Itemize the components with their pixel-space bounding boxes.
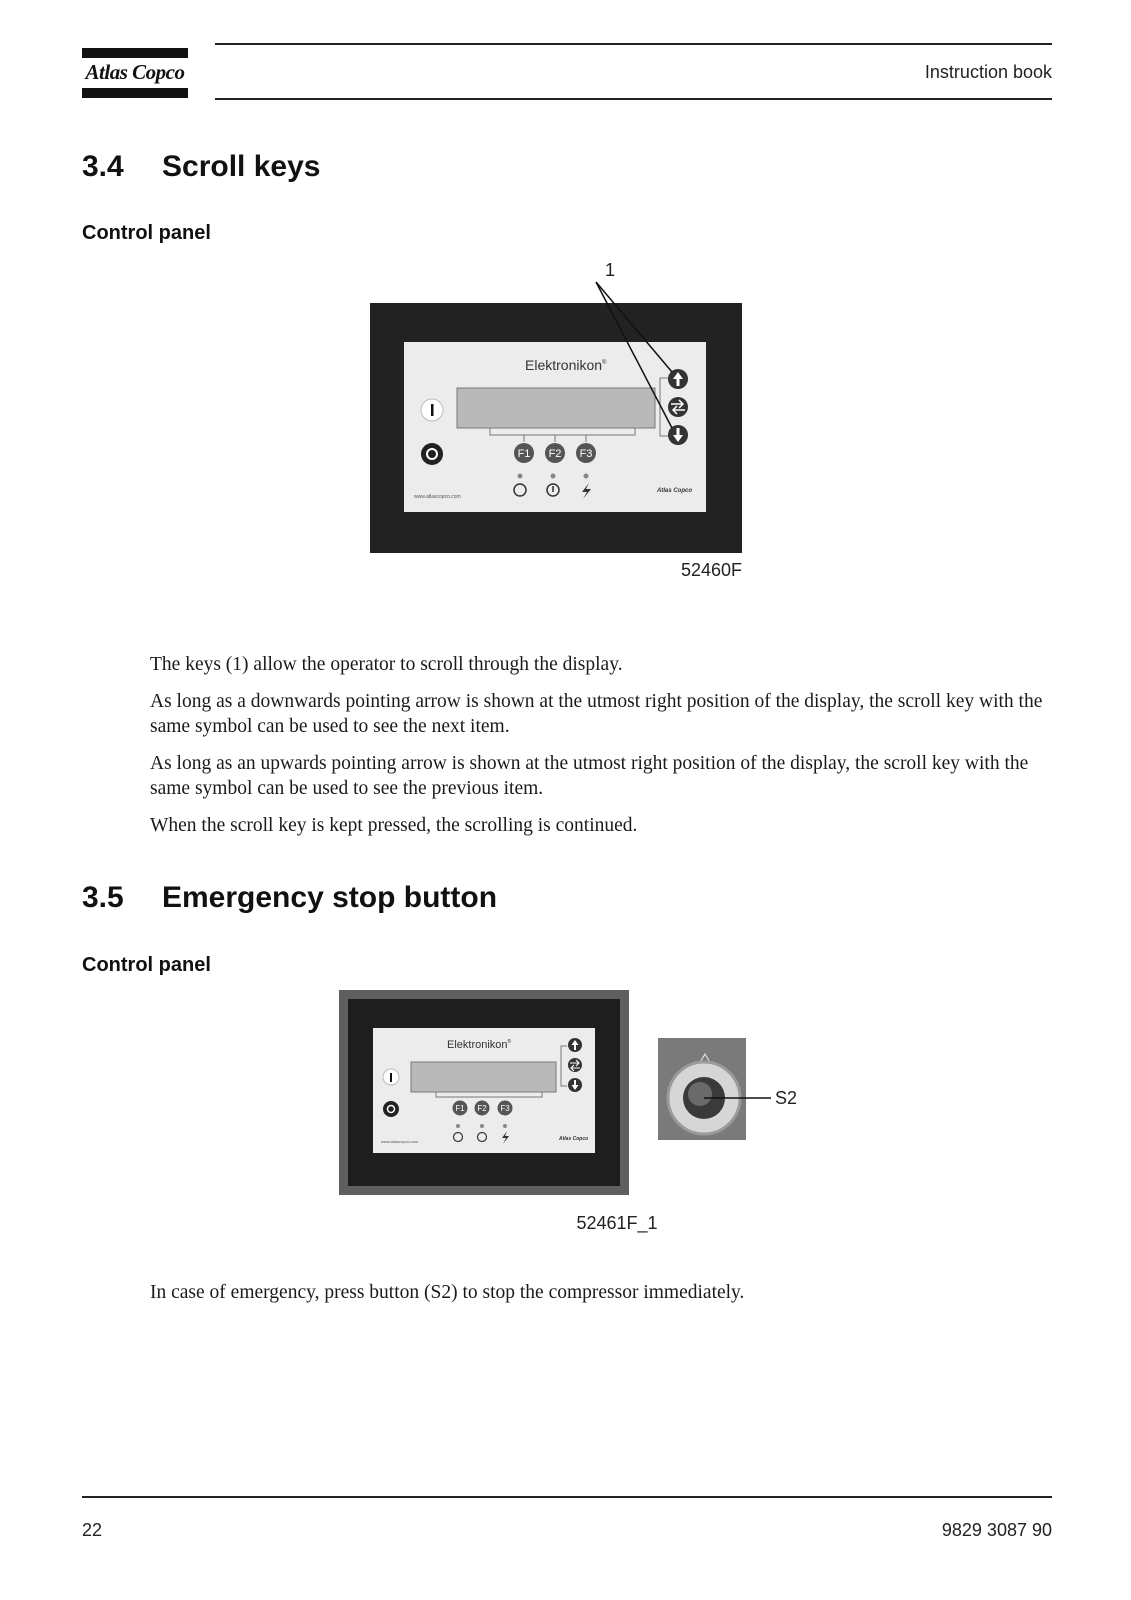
figure-caption: 52460F	[680, 560, 742, 580]
f3-key-label: F3	[500, 1104, 510, 1113]
logo-top-bar	[82, 48, 188, 58]
paragraph-2: As long as a downwards pointing arrow is shown at the utmost right position of the display, the scroll key with the same symbol can be used to see the next item.	[150, 691, 1043, 737]
header-top-rule	[215, 43, 1052, 45]
section-number: 3.5	[82, 881, 124, 914]
paragraph-3: As long as an upwards pointing arrow is shown at the utmost right position of the display, the scroll key with the same symbol can be used to see the previous item.	[150, 753, 1029, 799]
document-number: 9829 3087 90	[941, 1520, 1052, 1540]
s2-callout-label: S2	[775, 1088, 798, 1108]
paragraph-4: When the scroll key is kept pressed, the scrolling is continued.	[150, 815, 638, 836]
section-title: Emergency stop button	[162, 881, 498, 914]
emergency-stop-figure	[339, 990, 809, 1240]
section-3-4-heading	[82, 150, 320, 184]
f2-key-label: F2	[477, 1104, 487, 1113]
panel-brand-text: Elektronikon®	[447, 1039, 512, 1051]
panel-website: www.atlascopco.com	[414, 494, 461, 500]
panel-logo: Atlas Copco	[559, 1136, 589, 1142]
document-type: Instruction book	[924, 62, 1052, 82]
section-number: 3.4	[82, 150, 124, 183]
panel-logo: Atlas Copco	[657, 488, 693, 494]
section-3-5-heading	[82, 881, 497, 915]
panel-display	[457, 388, 655, 428]
page-number: 22	[82, 1520, 103, 1540]
logo-text: Atlas Copco	[85, 60, 185, 84]
paragraph-emergency: In case of emergency, press button (S2) to stop the compressor immediately.	[150, 1282, 745, 1303]
panel-brand-text: Elektronikon®	[525, 357, 607, 373]
start-icon	[431, 404, 434, 416]
scroll-keys-figure	[370, 258, 760, 598]
header-bottom-rule	[215, 98, 1052, 100]
f1-key-label: F1	[455, 1104, 465, 1113]
f1-key-label: F1	[517, 448, 531, 460]
led-2	[551, 474, 556, 479]
section-title: Scroll keys	[162, 150, 321, 183]
section-3-5-subheading: Control panel	[82, 954, 211, 976]
enter-key	[568, 1058, 582, 1072]
figure-caption: 52461F_1	[576, 1213, 658, 1233]
stop-button	[383, 1101, 399, 1117]
section-3-4-subheading: Control panel	[82, 222, 211, 244]
callout-label: 1	[605, 260, 616, 280]
stop-button	[421, 443, 443, 465]
panel-website: www.atlascopco.com	[381, 1139, 419, 1144]
logo-bottom-bar	[82, 88, 188, 98]
led-3	[584, 474, 589, 479]
enter-key	[668, 397, 688, 417]
led-1	[518, 474, 523, 479]
footer-rule	[82, 1496, 1052, 1498]
f3-key-label: F3	[579, 448, 593, 460]
f2-key-label: F2	[548, 448, 562, 460]
paragraph-1: The keys (1) allow the operator to scroll through the display.	[150, 654, 623, 675]
start-icon	[390, 1073, 392, 1082]
panel-display	[411, 1062, 556, 1092]
